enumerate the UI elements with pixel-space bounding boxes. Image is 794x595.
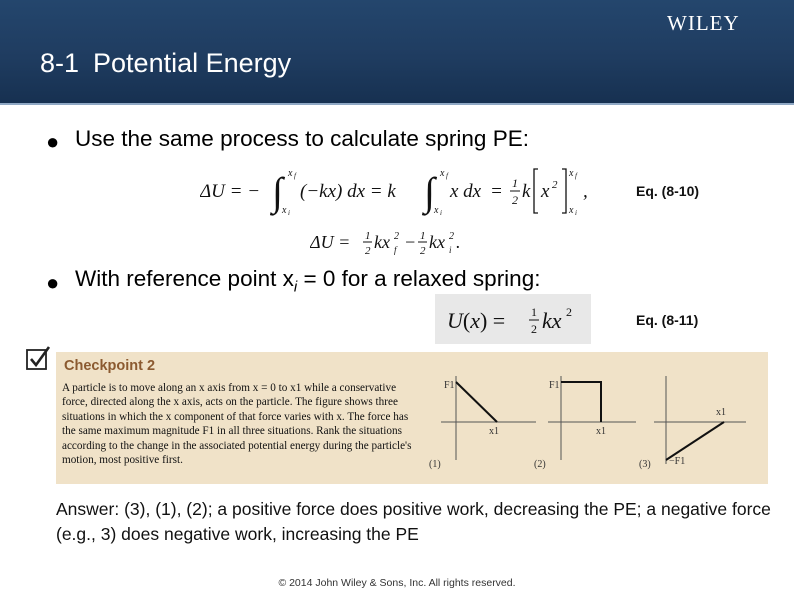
graph-1-y-label: F1 [444,380,455,391]
svg-text:1: 1 [512,176,518,190]
checkpoint-box [56,352,768,484]
force-graphs [56,352,768,484]
bullet-1-text: Use the same process to calculate spring PE: [75,126,529,151]
graph-2-y-label: F1 [549,380,560,391]
checkpoint-title: Checkpoint 2 [64,358,156,374]
bullet-2-subscript: i [293,278,298,296]
svg-text:1: 1 [420,230,426,242]
equation-8-10-label: Eq. (8-10) [636,183,700,199]
svg-text:x: x [440,168,445,179]
graph-1-label: (1) [429,459,441,470]
graph-3-x-label: x1 [716,407,726,418]
equation-8-10-result [310,226,480,258]
svg-text:∫: ∫ [272,169,283,214]
graph-2-x-label: x1 [596,426,606,437]
svg-text:x dx: x dx [450,181,482,202]
svg-text:f: f [394,245,397,255]
svg-text:(−kx) dx = k: (−kx) dx = k [300,181,396,202]
copyright-footer: © 2014 John Wiley & Sons, Inc. All rights reserved. [278,577,516,589]
svg-text:kx: kx [542,308,562,333]
svg-text:2: 2 [566,305,572,319]
svg-text:2: 2 [394,231,399,242]
equation-8-10-integral [200,163,600,219]
svg-text:=: = [490,181,503,202]
title-text: Potential Energy [93,48,292,78]
svg-text:i: i [440,209,442,217]
svg-text:i: i [449,245,452,255]
graph-3-force-line [666,422,724,460]
checkbox-checked-icon [25,345,51,371]
svg-text:k: k [522,181,531,202]
svg-text:2: 2 [552,179,558,191]
svg-text:x: x [282,205,287,216]
equation-8-11-box [435,294,591,344]
svg-text:2: 2 [512,193,518,207]
wiley-logo: WILEY [667,11,740,35]
graph-1-force-line [456,382,497,422]
svg-text:−: − [404,232,417,252]
svg-text:2: 2 [420,245,426,257]
answer-text: Answer: (3), (1), (2); a positive force does positive work, decreasing the PE; a negative force (e.g., 3) does negative work, increasing the PE [56,499,771,544]
svg-text:2: 2 [449,231,454,242]
checkpoint-text: A particle is to move along an x axis from x = 0 to x1 while a conservative force, directed along the x axis, acts on the particle. The figure shows three situations in which the x component of that force varies with x. The force has the same maximum magnitude F1 in all three situations. Rank the situations according to the change in the associated potential energy during the particle's motion, most positive first. [62,382,412,467]
svg-text:U(x) =: U(x) = [447,308,506,333]
svg-text:f: f [575,172,577,180]
svg-text:i: i [575,209,577,217]
svg-text:1: 1 [365,230,371,242]
svg-text:ΔU = −: ΔU = − [200,181,261,202]
svg-text:.: . [456,232,461,252]
bullet-2-suffix: = 0 for a relaxed spring: [297,266,541,291]
svg-text:f: f [446,172,448,180]
bullet-2-text [75,266,540,296]
integral-equation-graphic [200,163,600,219]
result-equation-graphic [310,226,480,258]
bullet-dot-icon: ● [46,270,60,295]
section-number: 8-1 [40,48,80,78]
bullet-2-prefix: With reference point x [75,266,294,291]
graph-1-x-label: x1 [489,426,499,437]
graph-2 [534,376,636,470]
svg-text:1: 1 [531,305,537,319]
svg-text:x: x [569,168,574,179]
svg-text:f: f [294,172,296,180]
svg-text:2: 2 [531,322,537,336]
svg-text:x: x [288,168,293,179]
graph-2-force-line [561,382,601,422]
graph-3-y-label: −F1 [669,456,686,467]
svg-text:kx: kx [374,232,390,252]
graph-2-label: (2) [534,459,546,470]
svg-text:x: x [541,181,550,202]
svg-text:2: 2 [365,245,371,257]
graph-1 [429,376,536,470]
equation-8-11-label: Eq. (8-11) [636,312,699,328]
svg-text:∫: ∫ [424,169,435,214]
svg-text:i: i [288,209,290,217]
spring-pe-equation-graphic [435,294,591,344]
svg-text:kx: kx [429,232,445,252]
svg-text:,: , [583,181,588,202]
graph-3 [639,376,746,470]
header-divider [0,103,794,105]
slide-title [40,48,291,79]
slide-header [0,0,794,105]
bullet-dot-icon: ● [46,129,60,154]
svg-text:x: x [569,205,574,216]
svg-text:ΔU =: ΔU = [310,232,351,252]
svg-text:x: x [434,205,439,216]
graph-3-label: (3) [639,459,651,470]
